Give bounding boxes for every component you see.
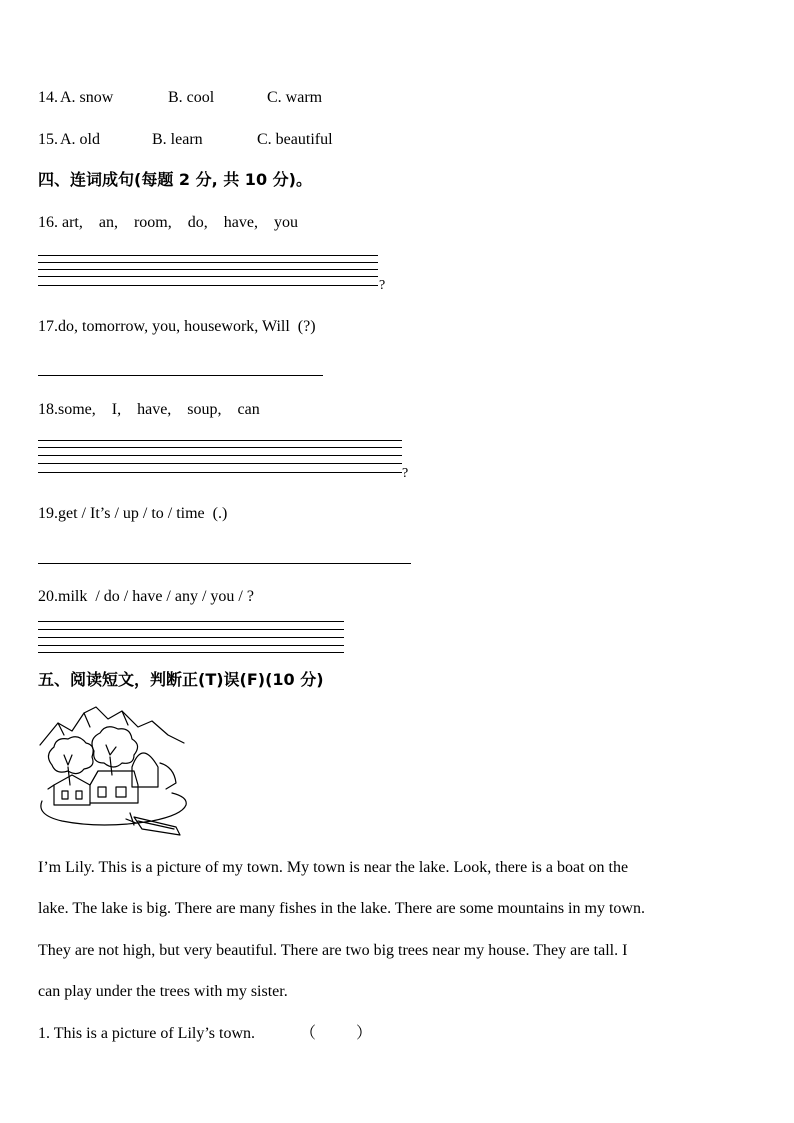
passage-line-2: lake. The lake is big. There are many fishes in the lake. There are some mountains in my town. [38, 900, 645, 917]
q18-answer-line-5 [38, 472, 402, 473]
q20-answer-line-3 [38, 637, 344, 638]
q20-answer-line-5 [38, 652, 344, 653]
q15-option-c: C. beautiful [257, 131, 333, 148]
reading-q1-text: 1. This is a picture of Lily’s town. [38, 1025, 256, 1042]
q16-answer-line-5 [38, 285, 378, 286]
q20-answer-line-2 [38, 629, 344, 630]
q16-answer-line-4 [38, 276, 378, 277]
q15-number: 15. [38, 131, 58, 148]
q16-answer-line-1 [38, 255, 378, 256]
q14-option-c: C. warm [267, 89, 323, 106]
q20-answer-line-4 [38, 645, 344, 646]
q16-answer-line-3 [38, 269, 378, 270]
q20-prompt: 20.milk / do / have / any / you / ? [38, 588, 254, 605]
q19-answer-line [38, 563, 411, 564]
q18-prompt: 18.some, I, have, soup, can [38, 401, 260, 418]
section4-heading: 四、连词成句(每题 2 分, 共 10 分)。 [38, 170, 312, 189]
q15-option-a: A. old [60, 131, 100, 148]
q16-question-mark: ? [379, 278, 386, 293]
section5-heading: 五、阅读短文，判断正(T)误(F)(10 分) [38, 670, 324, 689]
q18-answer-line-2 [38, 447, 402, 448]
q15-option-b: B. learn [152, 131, 203, 148]
passage-line-1: I’m Lily. This is a picture of my town. My town is near the lake. Look, there is a boat on the [38, 859, 629, 876]
q14-number: 14. [38, 89, 58, 106]
q18-answer-line-4 [38, 463, 402, 464]
q17-answer-line [38, 375, 323, 376]
q18-answer-line-1 [38, 440, 402, 441]
passage-line-4: can play under the trees with my sister. [38, 983, 288, 1000]
passage-line-3: They are not high, but very beautiful. There are two big trees near my house. They are tall. I [38, 942, 628, 959]
q17-prompt: 17.do, tomorrow, you, housework, Will (?) [38, 318, 316, 335]
q18-answer-line-3 [38, 455, 402, 456]
q19-prompt: 19.get / It’s / up / to / time (.) [38, 505, 228, 522]
q14-option-b: B. cool [168, 89, 215, 106]
reading-q1-answer-parentheses[interactable]: （ ） [300, 1025, 373, 1042]
q14-option-a: A. snow [60, 89, 114, 106]
town-lake-picture [38, 705, 188, 837]
q18-question-mark: ? [402, 466, 409, 481]
q20-answer-line-1 [38, 621, 344, 622]
q16-prompt: 16. art, an, room, do, have, you [38, 214, 298, 231]
q16-answer-line-2 [38, 262, 378, 263]
